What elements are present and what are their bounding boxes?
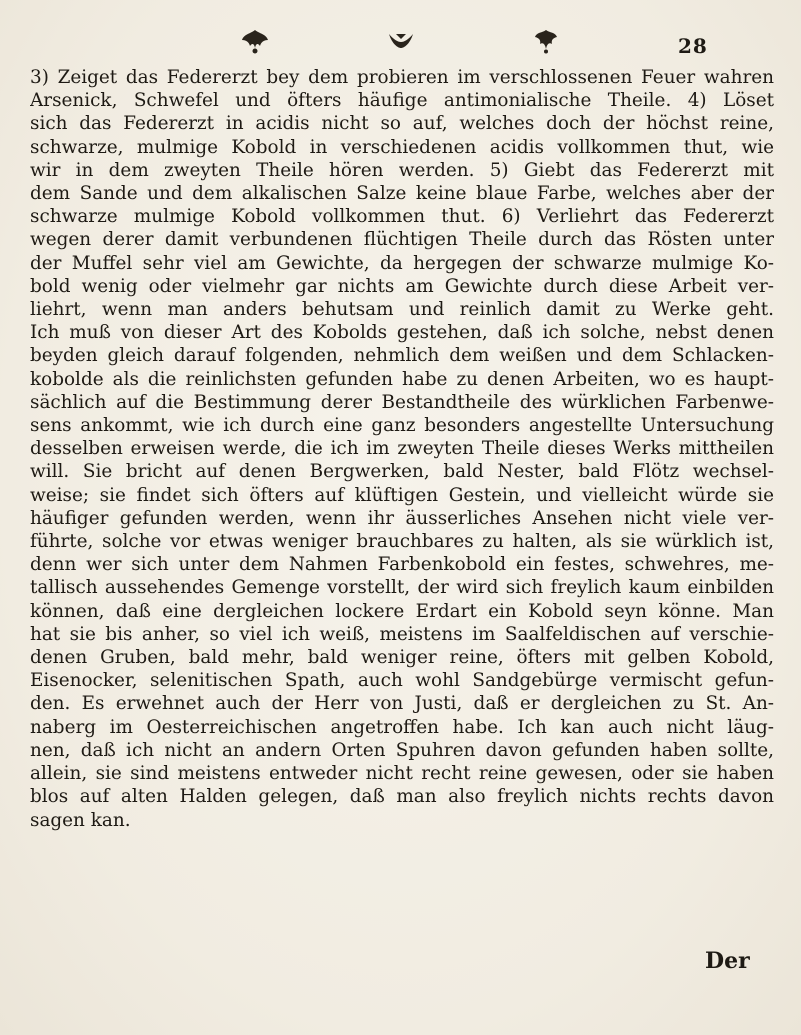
- text-line: blos auf alten Halden gelegen, daß man also freylich nichts rechts davon: [30, 786, 774, 808]
- text-line: naberg im Oesterreichischen angetroffen habe. Ich kan auch nicht läug-: [30, 716, 774, 738]
- text-line: Eisenocker, selenitischen Spath, auch wohl Sandgebürge vermischt gefun-: [30, 670, 774, 692]
- text-line: der Muffel sehr viel am Gewichte, da hergegen der schwarze mulmige Ko-: [30, 252, 774, 274]
- fleuron-center-icon: [386, 30, 416, 56]
- page-number: 28: [678, 34, 708, 58]
- text-line: denn wer sich unter dem Nahmen Farbenkobold ein festes, schwehres, me-: [30, 554, 774, 576]
- text-line: weise; sie findet sich öfters auf klüftigen Gestein, und vielleicht würde sie: [30, 484, 774, 506]
- text-line: schwarze, mulmige Kobold in verschiedenen acidis vollkommen thut, wie: [30, 136, 774, 158]
- text-line: sens ankommt, wie ich durch eine ganz besonders angestellte Untersuchung: [30, 415, 774, 437]
- text-line: häufiger gefunden werden, wenn ihr äusserliches Ansehen nicht viele ver-: [30, 507, 774, 529]
- text-line: tallisch aussehendes Gemenge vorstellt, der wird sich freylich kaum einbilden: [30, 577, 774, 599]
- text-line: bold wenig oder vielmehr gar nichts am Gewichte durch diese Arbeit ver-: [30, 275, 774, 297]
- text-line: denen Gruben, bald mehr, bald weniger reine, öfters mit gelben Kobold,: [30, 647, 774, 669]
- text-line: beyden gleich darauf folgenden, nehmlich dem weißen und dem Schlacken-: [30, 345, 774, 367]
- text-line: dem Sande und dem alkalischen Salze keine blaue Farbe, welches aber der: [30, 183, 774, 205]
- text-line: sagen kan.: [30, 809, 131, 831]
- text-line: nen, daß ich nicht an andern Orten Spuhren davon gefunden haben sollte,: [30, 739, 774, 761]
- text-line: hat sie bis anher, so viel ich weiß, meistens im Saalfeldischen auf verschie-: [30, 623, 774, 645]
- text-line: 3) Zeiget das Federerzt bey dem probieren im verschlossenen Feuer wahren: [30, 67, 774, 88]
- text-line: wir in dem zweyten Theile hören werden. 5) Giebt das Federerzt mit: [30, 159, 774, 181]
- text-line: liehrt, wenn man anders behutsam und reinlich damit zu Werke geht.: [30, 299, 774, 321]
- text-line: schwarze mulmige Kobold vollkommen thut. 6) Verliehrt das Federerzt: [30, 206, 774, 228]
- text-line: führte, solche vor etwas weniger brauchbares zu halten, als sie würklich ist,: [30, 531, 774, 553]
- fleuron-right-icon: [531, 28, 561, 58]
- text-line: desselben erweisen werde, die ich im zweyten Theile dieses Werks mittheilen: [30, 438, 774, 460]
- text-line: Ich muß von dieser Art des Kobolds gestehen, daß ich solche, nebst denen: [30, 322, 774, 344]
- text-line: will. Sie bricht auf denen Bergwerken, bald Nester, bald Flötz wechsel-: [30, 461, 774, 483]
- text-line: allein, sie sind meistens entweder nicht recht reine gewesen, oder sie haben: [30, 763, 774, 785]
- text-line: können, daß eine dergleichen lockere Erdart ein Kobold seyn könne. Man: [30, 600, 774, 622]
- text-line: Arsenick, Schwefel und öfters häufige antimonialische Theile. 4) Löset: [30, 90, 774, 112]
- text-line: sich das Federerzt in acidis nicht so auf, welches doch der höchst reine,: [30, 113, 774, 135]
- text-line: den. Es erwehnet auch der Herr von Justi, daß er dergleichen zu St. An-: [30, 693, 774, 715]
- text-line: sächlich auf die Bestimmung derer Bestandtheile des würklichen Farbenwe-: [30, 391, 774, 413]
- body-text: [30, 66, 774, 832]
- catchword: Der: [705, 948, 750, 974]
- text-line: kobolde als die reinlichsten gefunden habe zu denen Arbeiten, wo es haupt-: [30, 368, 774, 390]
- fleuron-left-icon: [240, 28, 270, 58]
- text-line: wegen derer damit verbundenen flüchtigen Theile durch das Rösten unter: [30, 229, 774, 251]
